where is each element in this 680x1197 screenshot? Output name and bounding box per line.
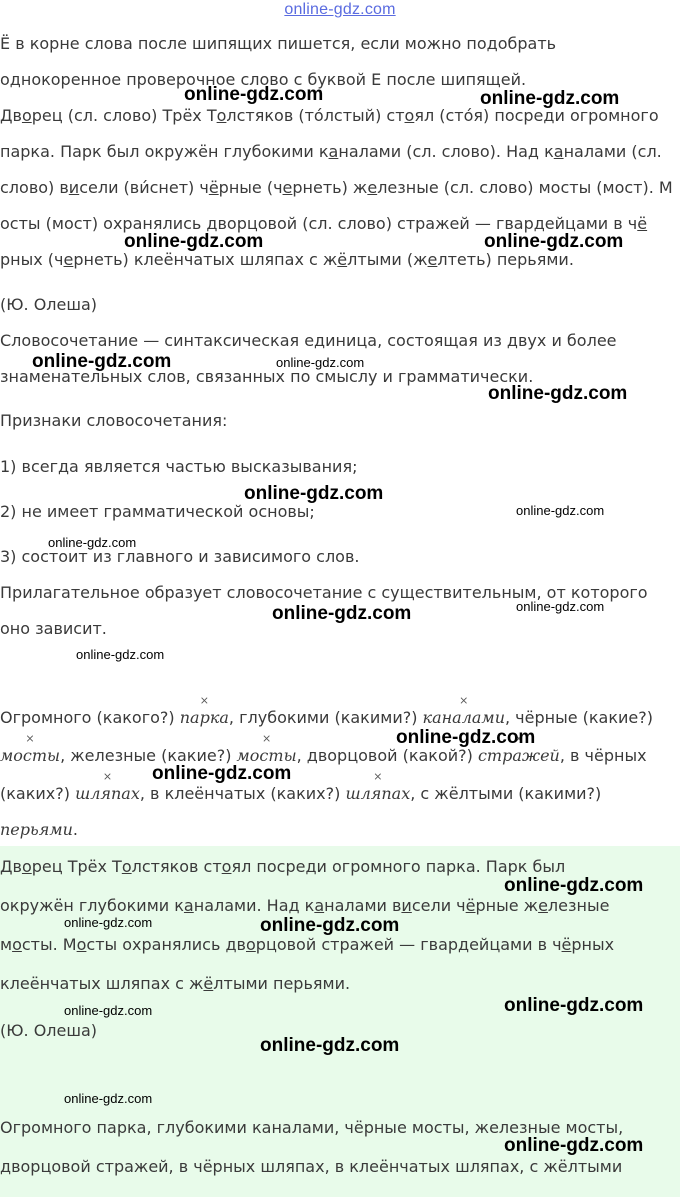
answer-line-2: окружён глубокими каналами. Над каналами висели чёрные железные (0, 896, 610, 915)
text-line-4: осты (мост) охранялись дворцовой (сл. слово) стражей — гвардейцами в чё (0, 214, 648, 233)
main-word: × парка (180, 708, 229, 728)
features-title: Признаки словосочетания: (0, 411, 228, 430)
main-word: × шляпах (75, 784, 140, 804)
underlined-letter: о (216, 106, 227, 125)
watermark: online-gdz.com (504, 1135, 644, 1156)
watermark: online-gdz.com (504, 875, 644, 896)
answer-phrases-line-1: Огромного парка, глубокими каналами, чёрные мосты, железные мосты, (0, 1118, 624, 1137)
text-line-5: рных (чернеть) клеёнчатых шляпах с жёлтыми (желтеть) перьями. (0, 250, 574, 269)
watermark: online-gdz.com (504, 995, 644, 1016)
main-word: × мосты (0, 746, 60, 766)
main-word: × шляпах (345, 784, 410, 804)
watermark: online-gdz.com (260, 1035, 400, 1056)
underlined-letter: ё (637, 214, 648, 233)
main-word: × стражей (478, 746, 560, 766)
underlined-letter: а (183, 896, 194, 915)
watermark: online-gdz.com (76, 647, 165, 662)
text-line-3: слово) висели (ви́снет) чёрные (чернеть) железные (сл. слово) мосты (мост). М (0, 178, 673, 197)
underlined-letter: и (68, 178, 80, 197)
adjective-rule-line-2: оно зависит. (0, 619, 107, 638)
underlined-letter: ё (337, 250, 348, 269)
underlined-letter: о (21, 106, 32, 125)
definition-line-1: Словосочетание — синтаксическая единица, состоящая из двух и более (0, 331, 617, 350)
underlined-letter: о (221, 857, 232, 876)
underlined-letter: о (12, 935, 22, 954)
text-line-1: Дворец (сл. слово) Трёх Толстяков (то́лстый) стоял (сто́я) посреди огромного (0, 106, 659, 125)
phrases-line-4: перьями. (0, 820, 78, 839)
underlined-letter: ё (208, 178, 219, 197)
underlined-letter: ё (561, 935, 572, 954)
underlined-letter: е (538, 896, 548, 915)
watermark: online-gdz.com (124, 231, 264, 252)
answer-line-4: клеёнчатых шляпах с жёлтыми перьями. (0, 974, 351, 993)
underlined-letter: а (314, 896, 325, 915)
watermark: online-gdz.com (64, 1091, 153, 1106)
rule-line-2: однокоренное проверочное слово с буквой Е после шипящей. (0, 70, 527, 89)
underlined-letter: о (121, 857, 132, 876)
watermark: online-gdz.com (152, 763, 292, 784)
watermark: online-gdz.com (272, 603, 412, 624)
watermark: online-gdz.com (484, 231, 624, 252)
answer-phrases-line-2: дворцовой стражей, в чёрных шляпах, в клеёнчатых шляпах, с жёлтыми (0, 1157, 623, 1176)
author-line: (Ю. Олеша) (0, 295, 98, 314)
underlined-letter: а (328, 142, 339, 161)
watermark: online-gdz.com (276, 355, 365, 370)
watermark: online-gdz.com (516, 503, 605, 518)
adjective-rule-line-1: Прилагательное образует словосочетание с существительным, от которого (0, 583, 648, 602)
main-word: перьями (0, 820, 73, 839)
watermark: online-gdz.com (260, 915, 400, 936)
underlined-letter: ё (203, 974, 214, 993)
rule-line-1: Ё в корне слова после шипящих пишется, если можно подобрать (0, 34, 557, 53)
underlined-letter: е (63, 250, 74, 269)
underlined-letter: о (21, 857, 32, 876)
watermark: online-gdz.com (488, 383, 628, 404)
feature-item-1: 1) всегда является частью высказывания; (0, 457, 358, 476)
watermark: online-gdz.com (516, 599, 605, 614)
watermark: online-gdz.com (480, 88, 620, 109)
underlined-letter: е (367, 178, 378, 197)
underlined-letter: о (245, 935, 256, 954)
underlined-letter: и (401, 896, 412, 915)
watermark: online-gdz.com (64, 1003, 153, 1018)
watermark: online-gdz.com (32, 351, 172, 372)
main-word: × мосты (237, 746, 297, 766)
underlined-letter: а (553, 142, 564, 161)
definition-line-2: знаменательных слов, связанных по смыслу и грамматически. (0, 367, 534, 386)
main-word: × каналами (423, 708, 505, 728)
underlined-letter: ё (465, 896, 476, 915)
underlined-letter: е (282, 178, 293, 197)
answer-line-1: Дворец Трёх Толстяков стоял посреди огромного парка. Парк был (0, 857, 566, 876)
underlined-letter: е (427, 250, 438, 269)
phrases-line-3: (каких?) × шляпах, в клеёнчатых (каких?) × шляпах, с жёлтыми (какими?) (0, 784, 601, 804)
phrases-line-1: Огромного (какого?) × парка, глубокими (какими?) × каналами, чёрные (какие?) (0, 708, 653, 728)
watermark: online-gdz.com (396, 727, 536, 748)
answer-line-3: мосты. Мосты охранялись дворцовой стражей — гвардейцами в чёрных (0, 935, 615, 954)
watermark: online-gdz.com (64, 915, 153, 930)
watermark: online-gdz.com (184, 84, 324, 105)
underlined-letter: о (76, 935, 87, 954)
feature-item-3: 3) состоит из главного и зависимого слов. (0, 547, 360, 566)
answer-author-line: (Ю. Олеша) (0, 1021, 98, 1040)
text-line-2: парка. Парк был окружён глубокими каналами (сл. слово). Над каналами (сл. (0, 142, 662, 161)
feature-item-2: 2) не имеет грамматической основы; (0, 502, 315, 521)
phrases-line-2: × мосты, железные (какие?) × мосты, дворцовой (какой?) × стражей, в чёрных (0, 746, 647, 766)
watermark: online-gdz.com (48, 535, 137, 550)
site-header-link[interactable]: online-gdz.com (284, 1, 396, 18)
watermark: online-gdz.com (244, 483, 384, 504)
underlined-letter: о (404, 106, 415, 125)
